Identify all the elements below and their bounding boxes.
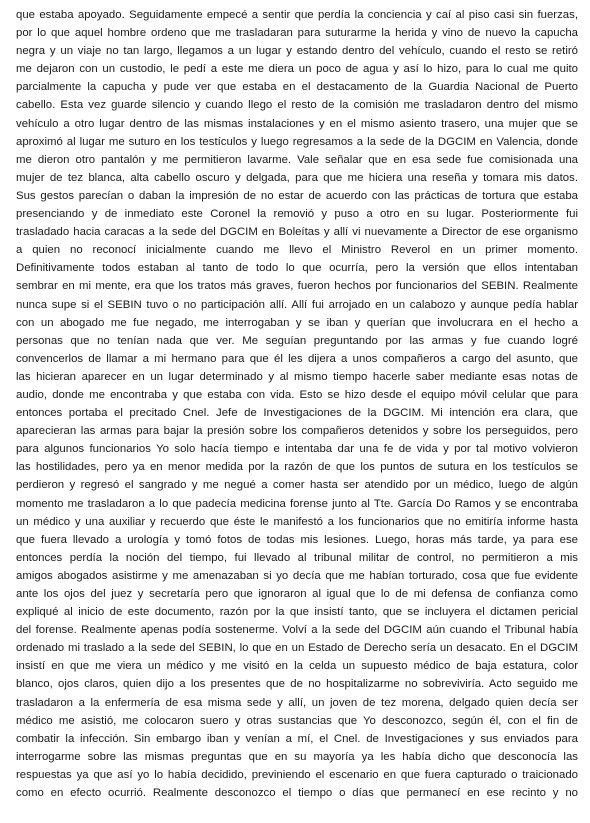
text-line: insistí en que me viera un médico y me visitó en la celda un supuesto médico de baja estatura, color: [16, 660, 578, 673]
text-line: presenciando y de inmediato este Coronel la removió y puso a otro en su lugar. Posteriormente fui: [16, 208, 578, 221]
text-line: con un abogado me fue negado, me interrogaban y se iban y querían que involucrara en el hecho a: [16, 316, 578, 329]
text-line: las hostilidades, pero ya en menor medida por la razón de que los puntos de sutura en los testículos se: [16, 461, 578, 474]
text-line: cabello. Esta vez guarde silencio y cuando llego el resto de la comisión me trasladaron dentro del mismo: [16, 99, 578, 112]
text-line: del forense. Realmente apenas podía sostenerme. Volví a la sede del DGCIM aún cuando el Tribunal había: [16, 624, 578, 637]
text-line: interrogarme sobre las mismas preguntas que en su mayoría ya les había dicho que desconocía las: [16, 750, 578, 763]
document-body-text: [16, 6, 578, 802]
text-line: aproximó al lugar me suturo en los testículos y luego regresamos a la sede de la DGCIM en Valencia, donde: [16, 135, 578, 148]
text-line: para algunos funcionarios Yo solo hacía tiempo e intentaba dar una fe de vida y por tal motivo volvieron: [16, 443, 578, 456]
text-line: trasladaron a la enfermería de esa misma sede y allí, un joven de tez morena, delgado quien decía ser: [16, 696, 578, 709]
text-line: me dejaron con un custodio, le pedí a este me diera un poco de agua y así lo hizo, para lo cual me quito: [16, 63, 578, 76]
text-line: respuestas ya que así yo lo había decidido, previniendo el escenario en que fuera capturado o traicionado: [16, 768, 578, 781]
text-line: me dieron otro pantalón y me permitieron lavarme. Vale señalar que en esa sede fue comisionada una: [16, 153, 578, 166]
text-line: como en efecto ocurrió. Realmente desconozco el tiempo o días que permanecí en ese recinto y no: [16, 787, 578, 800]
text-line: nunca supe si el SEBIN tuvo o no participación allí. Allí fui arrojado en un calabozo y aunque pedía hablar: [16, 298, 578, 311]
text-line: blanco, ojos claros, quien dijo a los presentes que de no hospitalizarme no sobreviviría. Acto seguido me: [16, 678, 578, 691]
text-line: expliqué al inicio de este documento, razón por la que insistí tanto, que se incluyera el dictamen pericial: [16, 606, 578, 619]
text-line: personas que no tenían nada que ver. Me seguían preguntando por las armas y fue cuando logré: [16, 334, 578, 347]
text-line: aparecieran las armas para bajar la presión sobre los compañeros detenidos y sobre los perseguidos, pero: [16, 425, 578, 438]
text-line: audio, donde me encontraba y que estaba con vida. Esto se hizo desde el equipo móvil celular que para: [16, 388, 578, 401]
text-line: amigos abogados asistirme y me amenazaban si yo decía que me habían torturado, cosa que fue evidente: [16, 569, 578, 582]
text-line: que estaba apoyado. Seguidamente empecé a sentir que perdía la conciencia y caí al piso casi sin fuerzas,: [16, 9, 578, 21]
text-line: Definitivamente todos estaban al tanto de todo lo que ocurría, pero la versión que ellos intentaban: [16, 262, 578, 275]
text-line: ante los ojos del juez y secretaría pero que ignoraron al igual que lo de mi defensa de confianza como: [16, 588, 578, 600]
text-line: vehículo a otro lugar dentro de las mismas instalaciones y en el mismo asiento trasero, una mujer que se: [16, 117, 578, 130]
text-line: sembrar en mi mente, era que los tratos más graves, fueron hechos por funcionarios del SEBIN. Realmente: [16, 280, 578, 293]
text-line: entonces perdía la noción del tiempo, fui llevado al tribunal militar de control, no permitieron a mis: [16, 551, 578, 564]
text-line: trasladado hacia caracas a la sede del DGCIM en Boleítas y allí vi nuevamente a Director de ese organismo: [16, 226, 578, 239]
text-line: convencerlos de llamar a mi hermano para que él les dijera a unos compañeros a cargo del asunto, que: [16, 352, 578, 365]
text-line: perdieron y regresó el sangrado y me negué a comer hasta ser atendido por un médico, luego de algún: [16, 479, 578, 492]
text-line: entonces portaba el precitado Cnel. Jefe de Investigaciones de la DGCIM. Mi intención era clara, que: [16, 407, 578, 420]
text-line: por lo que aquel hombre ordeno que me trasladaran para suturarme la herida y vino de nuevo la capucha: [16, 27, 578, 40]
text-line: combatir la infección. Sin embargo iban y venían a mí, el Cnel. de Investigaciones y sus enviados para: [16, 732, 578, 745]
text-line: a quien no reconocí inicialmente cuando me llevo el Ministro Reverol en un primer momento.: [16, 244, 578, 257]
text-line: que fuera llevado a urología y tomó fotos de todas mis lesiones. Luego, horas más tarde, ya para ese: [16, 533, 578, 546]
text-line: mujer de tez blanca, alta cabello oscuro y delgada, para que me hiciera una reseña y tomara mis datos.: [16, 171, 578, 184]
text-line: negra y un viaje no tan largo, llegamos a un lugar y estando dentro del vehículo, cuando el resto se retiró: [16, 45, 578, 58]
text-line: ordenado mi traslado a la sede del SEBIN, lo que en un Estado de Derecho sería un desacato. En el DGCIM: [16, 642, 578, 655]
text-line: Sus gestos parecían o daban la impresión de no estar de acuerdo con las prácticas de tortura que estaba: [16, 189, 578, 202]
text-line: parcialmente la capucha y pude ver que estaba en el destacamento de la Guardia Nacional de Puerto: [16, 81, 578, 94]
text-line: un médico y una auxiliar y recuerdo que éste le manifestó a los funcionarios que no emitiría informe hasta: [16, 515, 578, 528]
text-line: las hicieran aparecer en un lugar determinado y al mismo tiempo hacerle saber mediante esas notas de: [16, 370, 578, 383]
text-line: momento me trasladaron a lo que padecía medicina forense junto al Tte. García Do Ramos y se encontraba: [16, 497, 578, 510]
text-line: médico me asistió, me colocaron suero y otras sustancias que Yo desconozco, según él, con el fin de: [16, 714, 578, 727]
